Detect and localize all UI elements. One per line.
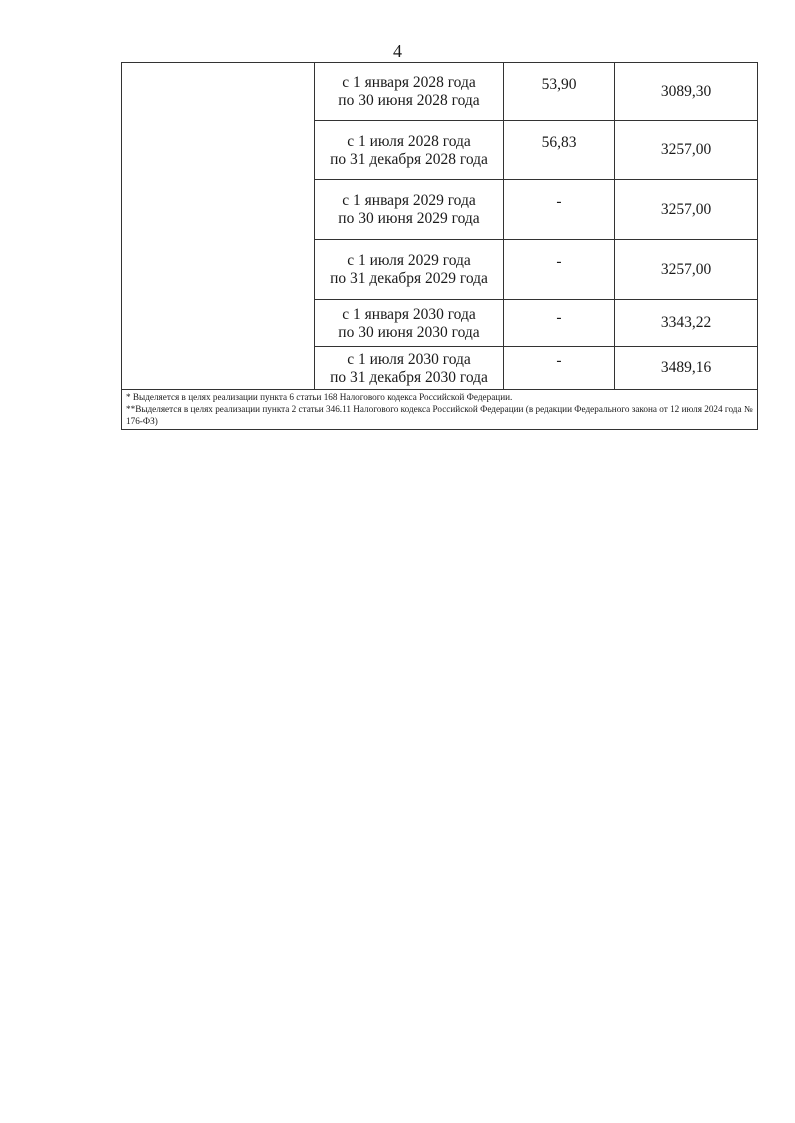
period-end: по 31 декабря 2028 года — [330, 150, 488, 168]
period-cell — [315, 63, 504, 121]
value-a-cell: - — [504, 240, 615, 300]
value-a-cell: - — [504, 300, 615, 347]
period-cell — [315, 300, 504, 347]
period-start: с 1 января 2029 года — [342, 192, 476, 209]
footnotes-cell — [122, 390, 758, 430]
value-a-cell: - — [504, 347, 615, 390]
merged-blank-cell — [122, 63, 315, 390]
period-end: по 31 декабря 2029 года — [330, 270, 488, 287]
period-cell — [315, 347, 504, 390]
period-start: с 1 июля 2030 года — [347, 350, 471, 368]
page-number: 4 — [393, 41, 402, 61]
period-cell — [315, 121, 504, 180]
period-cell — [315, 240, 504, 300]
value-b-cell: 3257,00 — [615, 180, 758, 240]
footnotes-row — [122, 390, 758, 430]
period-end: по 30 июня 2028 года — [338, 92, 480, 109]
table-row — [122, 63, 758, 121]
value-b-cell: 3489,16 — [615, 347, 758, 390]
footnote-simplified-tax: **Выделяется в целях реализации пункта 2 статьи 346.11 Налогового кодекса Российской Федерации (в редакции Федерального закона от 12 июля 2024 года № 176-ФЗ) — [126, 404, 753, 426]
period-end: по 31 декабря 2030 года — [330, 368, 488, 386]
value-b-cell: 3257,00 — [615, 121, 758, 180]
period-start: с 1 января 2030 года — [342, 305, 476, 323]
value-b-cell: 3343,22 — [615, 300, 758, 347]
period-start: с 1 июля 2029 года — [347, 252, 471, 269]
period-end: по 30 июня 2030 года — [338, 323, 480, 341]
period-end: по 30 июня 2029 года — [338, 210, 480, 227]
value-a-cell: 53,90 — [504, 63, 615, 121]
period-start: с 1 января 2028 года — [342, 74, 476, 91]
footnote-vat: * Выделяется в целях реализации пункта 6 статьи 168 Налогового кодекса Российской Федерации. — [126, 392, 513, 402]
value-a-cell: 56,83 — [504, 121, 615, 180]
value-b-cell: 3257,00 — [615, 240, 758, 300]
tariff-table — [121, 62, 758, 430]
value-a-cell: - — [504, 180, 615, 240]
value-b-cell: 3089,30 — [615, 63, 758, 121]
period-cell — [315, 180, 504, 240]
period-start: с 1 июля 2028 года — [347, 132, 471, 150]
